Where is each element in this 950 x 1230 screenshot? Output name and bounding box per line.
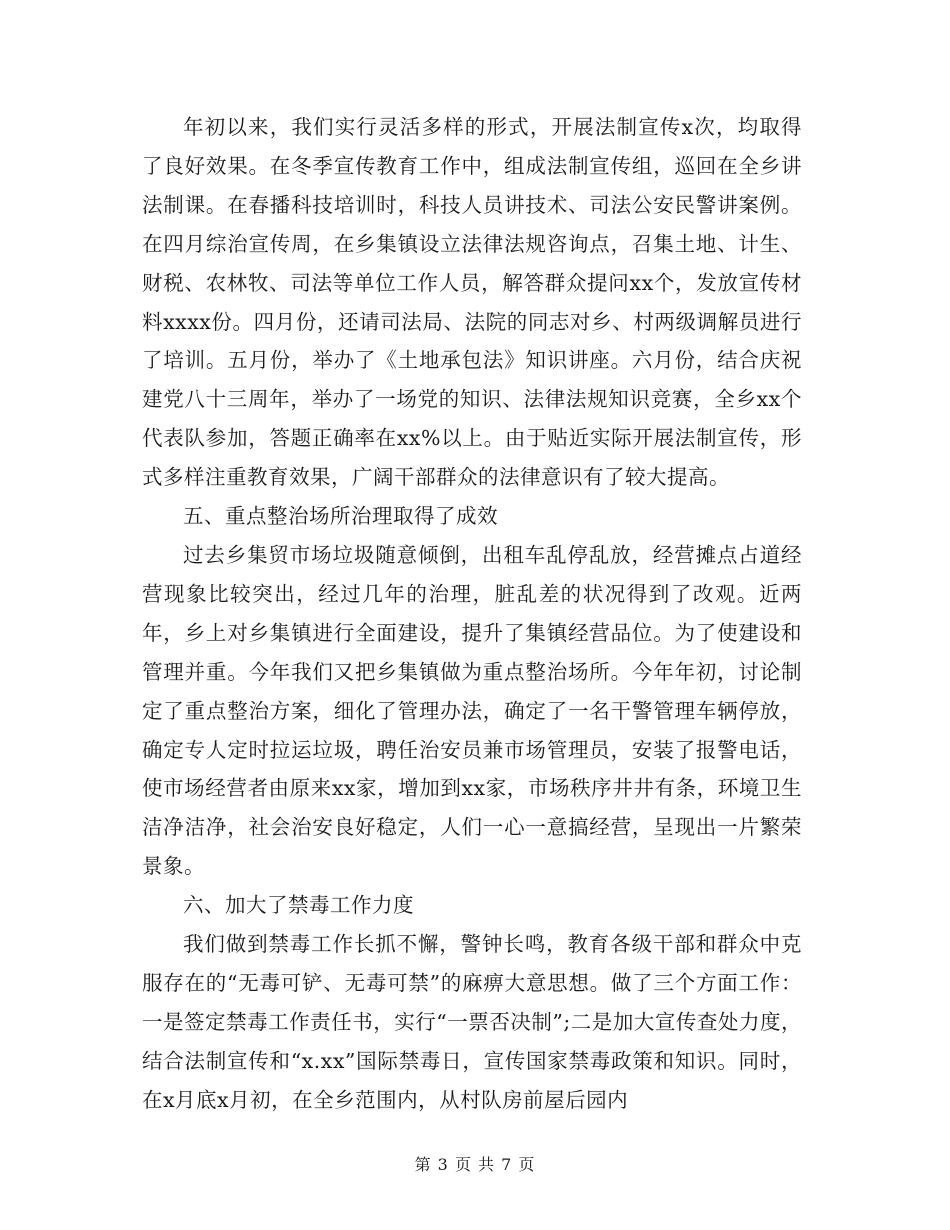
paragraph-anti-drug: 我们做到禁毒工作长抓不懈，警钟长鸣，教育各级干部和群众中克服存在的“无毒可铲、无毒可禁”的麻痹大意思想。做了三个方面工作：一是签定禁毒工作责任书，实行“一票否决制”;二是加大宣传查处力度，结合法制宣传和“x.xx”国际禁毒日，宣传国家禁毒政策和知识。同时，在x月底x月初，在全乡范围内，从村队房前屋后园内 — [142, 932, 802, 1112]
page-number-footer: 第 3 页 共 7 页 — [414, 1155, 536, 1174]
document-body — [142, 108, 802, 1120]
paragraph-legal-publicity: 年初以来，我们实行灵活多样的形式，开展法制宣传x次，均取得了良好效果。在冬季宣传教育工作中，组成法制宣传组，巡回在全乡讲法制课。在春播科技培训时，科技人员讲技术、司法公安民警讲案例。在四月综治宣传周，在乡集镇设立法律法规咨询点，召集土地、计生、财税、农林牧、司法等单位工作人员，解答群众提问xx个，发放宣传材料xxxx份。四月份，还请司法局、法院的同志对乡、村两级调解员进行了培训。五月份，举办了《土地承包法》知识讲座。六月份，结合庆祝建党八十三周年，举办了一场党的知识、法律法规知识竞赛，全乡xx个代表队参加，答题正确率在xx%以上。由于贴近实际开展法制宣传，形式多样注重教育效果，广阔干部群众的法律意识有了较大提高。 — [142, 115, 802, 490]
section-heading-six: 六、加大了禁毒工作力度 — [183, 893, 414, 918]
section-heading-five: 五、重点整治场所治理取得了成效 — [183, 504, 498, 529]
paragraph-market-rectification: 过去乡集贸市场垃圾随意倾倒，出租车乱停乱放，经营摊点占道经营现象比较突出，经过几年的治理，脏乱差的状况得到了改观。近两年，乡上对乡集镇进行全面建设，提升了集镇经营品位。为了使建设和管理并重。今年我们又把乡集镇做为重点整治场所。今年年初，讨论制定了重点整治方案，细化了管理办法，确定了一名干警管理车辆停放，确定专人定时拉运垃圾，聘任治安员兼市场管理员，安装了报警电话，使市场经营者由原来xx家，增加到xx家，市场秩序井井有条，环境卫生洁净洁净，社会治安良好稳定，人们一心一意搞经营，呈现出一片繁荣景象。 — [142, 542, 802, 879]
